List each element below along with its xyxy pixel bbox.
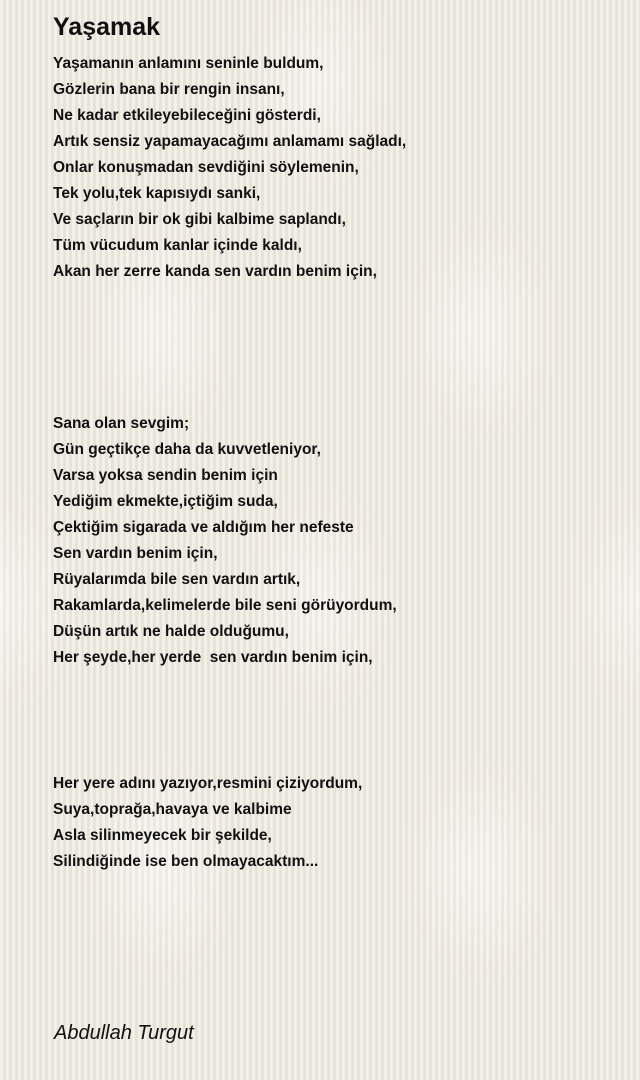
poem-line: Rakamlarda,kelimelerde bile seni görüyordum, [53,597,397,614]
poem-line: Yediğim ekmekte,içtiğim suda, [53,493,278,510]
poem-line: Artık sensiz yapamayacağımı anlamamı sağladı, [53,133,407,150]
poem-line: Sen vardın benim için, [53,545,218,562]
poem-line: Tüm vücudum kanlar içinde kaldı, [53,237,302,254]
poem-line: Silindiğinde ise ben olmayacaktım... [53,853,319,870]
poem-line: Çektiğim sigarada ve aldığım her nefeste [53,519,354,536]
poem-line: Gün geçtikçe daha da kuvvetleniyor, [53,441,321,458]
poem-line: Varsa yoksa sendin benim için [53,467,278,484]
poem-author: Abdullah Turgut [54,1022,194,1044]
poem-line: Suya,toprağa,havaya ve kalbime [53,801,292,818]
poem-line: Her yere adını yazıyor,resmini çiziyordum, [53,775,363,792]
poem-line: Düşün artık ne halde olduğumu, [53,623,289,640]
poem-line: Rüyalarımda bile sen vardın artık, [53,571,301,588]
stanza-3 [53,771,362,875]
poem-line: Her şeyde,her yerde sen vardın benim için, [53,649,373,666]
poem-line: Tek yolu,tek kapısıydı sanki, [53,185,261,202]
poem-line: Sana olan sevgim; [53,415,190,432]
poem-line: Onlar konuşmadan sevdiğini söylemenin, [53,159,359,176]
stanza-2 [53,411,397,671]
poem-line: Yaşamanın anlamını seninle buldum, [53,55,324,72]
poem-line: Ve saçların bir ok gibi kalbime saplandı, [53,211,346,228]
poem-line: Gözlerin bana bir rengin insanı, [53,81,285,98]
poem-line: Asla silinmeyecek bir şekilde, [53,827,272,844]
poem-title: Yaşamak [53,13,161,41]
stanza-1 [53,51,406,285]
poem-line: Ne kadar etkileyebileceğini gösterdi, [53,107,321,124]
poem-line: Akan her zerre kanda sen vardın benim için, [53,263,377,280]
